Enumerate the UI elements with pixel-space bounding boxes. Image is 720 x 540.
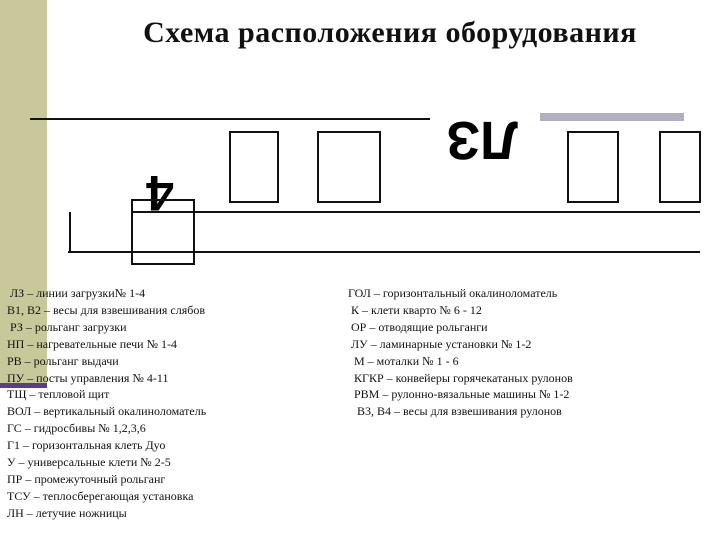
legend-item: К – клети кварто № 6 - 12 — [348, 302, 482, 317]
legend-item: В1, В2 – весы для взвешивания слябов — [7, 302, 206, 317]
legend-item: Г1 – горизонтальная клеть Дуо — [7, 438, 166, 453]
legend-item: У – универсальные клети № 2-5 — [7, 455, 171, 470]
legend-item: ЛН – летучие ножницы — [7, 505, 127, 520]
legend-item: ГОЛ – горизонтальный окалиноломатель — [348, 286, 558, 300]
furnace-box-4 — [660, 132, 700, 202]
legend-item: КГКР – конвейеры горячекатаных рулонов — [348, 370, 573, 385]
furnace-box-1 — [230, 132, 278, 202]
legend-item: ГС – гидросбивы № 1,2,3,6 — [7, 421, 146, 436]
legend-item: ЛЗ – линии загрузки№ 1-4 — [7, 286, 146, 300]
furnace-box-3 — [568, 132, 618, 202]
furnace-number-label: 4 — [146, 165, 174, 221]
legend-item: РВМ – рулонно-вязальные машины № 1-2 — [348, 387, 570, 402]
legend-left — [7, 285, 206, 522]
legend-item: В3, В4 – весы для взвешивания рулонов — [348, 404, 562, 419]
legend-item: ОР – отводящие рольганги — [348, 319, 488, 334]
legend-item: ЛУ – ламинарные установки № 1-2 — [348, 336, 532, 351]
legend-item: М – моталки № 1 - 6 — [348, 353, 459, 368]
legend-item: ТСУ – теплосберегающая установка — [7, 488, 194, 503]
legend-item: РВ – рольганг выдачи — [7, 353, 119, 368]
legend-item: РЗ – рольганг загрузки — [7, 319, 127, 334]
legend-item: ПР – промежуточный рольганг — [7, 471, 166, 486]
page-title: Схема расположения оборудования — [143, 16, 637, 49]
legend-right — [348, 285, 573, 420]
legend-item: ВОЛ – вертикальный окалиноломатель — [7, 404, 207, 419]
furnace-box-2 — [318, 132, 380, 202]
legend-item: ТЩ – тепловой щит — [7, 387, 110, 402]
loading-line-label: ЛЗ — [446, 110, 518, 170]
accent-bar — [540, 113, 684, 121]
legend-item: ПУ – посты управления № 4-11 — [7, 370, 169, 385]
legend-item: НП – нагревательные печи № 1-4 — [7, 336, 178, 351]
